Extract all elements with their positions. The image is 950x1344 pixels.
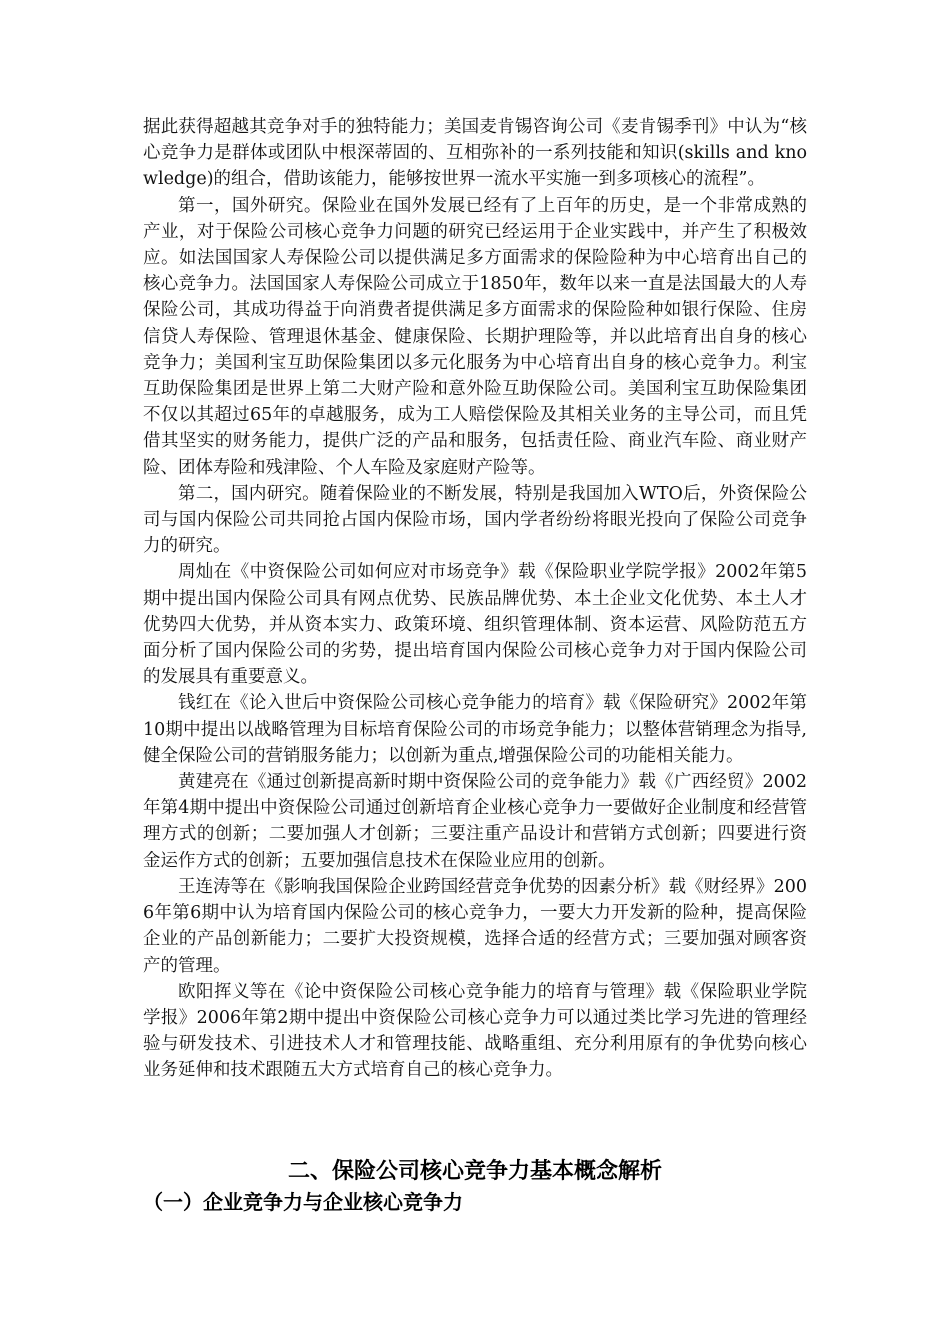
paragraph-zhou-can: 周灿在《中资保险公司如何应对市场竞争》载《保险职业学院学报》2002年第5期中提出国内保险公司具有网点优势、民族品牌优势、本土企业文化优势、本土人才优势四大优势，并从资本实力、政策环境、组织管理体制、资本运营、风险防范五方面分析了国内保险公司的劣势，提出培育国内保险公司核心竞争力对于国内保险公司的发展具有重要意义。 [143,562,807,688]
paragraph-domestic-research: 第二，国内研究。随着保险业的不断发展，特别是我国加入WTO后，外资保险公司与国内保险公司共同抢占国内保险市场，国内学者纷纷将眼光投向了保险公司竞争力的研究。 [143,483,807,557]
section-heading: 二、保险公司核心竞争力基本概念解析 [287,1159,662,1184]
paragraph-wang-liantao: 王连涛等在《影响我国保险企业跨国经营竞争优势的因素分析》载《财经界》2006年第6期中认为培育国内保险公司的核心竞争力，一要大力开发新的险种，提高保险企业的产品创新能力；二要扩大投资规模，选择合适的经营方式；三要加强对顾客资产的管理。 [143,876,807,976]
body-text [143,114,807,1084]
paragraph-qian-hong: 钱红在《论入世后中资保险公司核心竞争能力的培育》载《保险研究》2002年第10期中提出以战略管理为目标培育保险公司的市场竞争能力；以整体营销理念为指导,健全保险公司的营销服务能力；以创新为重点,增强保险公司的功能相关能力。 [143,693,807,766]
subsection-heading: （一）企业竞争力与企业核心竞争力 [143,1190,463,1214]
paragraph-foreign-research: 第一，国外研究。保险业在国外发展已经有了上百年的历史，是一个非常成熟的产业，对于保险公司核心竞争力问题的研究已经运用于企业实践中，并产生了积极效应。如法国国家人寿保险公司以提供满足多方面需求的保险险种为中心培育出自己的核心竞争力。法国国家人寿保险公司成立于1850年，数年以来一直是法国最大的人寿保险公司，其成功得益于向消费者提供满足多方面需求的保险险种如银行保险、住房信贷人寿保险、管理退休基金、健康保险、长期护理险等，并以此培育出自身的核心竞争力；美国利宝互助保险集团以多元化服务为中心培育出自身的核心竞争力。利宝互助保险集团是世界上第二大财产险和意外险互助保险公司。美国利宝互助保险集团不仅以其超过65年的卓越服务，成为工人赔偿保险及其相关业务的主导公司，而且凭借其坚实的财务能力，提供广泛的产品和服务，包括责任险、商业汽车险、商业财产险、团体寿险和残津险、个人车险及家庭财产险等。 [143,195,807,478]
paragraph-ouyang-huiyi: 欧阳挥义等在《论中资保险公司核心竞争能力的培育与管理》载《保险职业学院学报》2006年第2期中提出中资保险公司核心竞争力可以通过类比学习先进的管理经验与研发技术、引进技术人才和管理技能、战略重组、充分利用原有的争优势向核心业务延伸和技术跟随五大方式培育自己的核心竞争力。 [143,981,807,1081]
paragraph-continuation: 据此获得超越其竞争对手的独特能力；美国麦肯锡咨询公司《麦肯锡季刊》中认为“核心竞争力是群体或团队中根深蒂固的、互相弥补的一系列技能和知识(skills and knowledge)的组合，借助该能力，能够按世界一流水平实施一到多项核心的流程”。 [143,117,807,190]
paragraph-huang-jianliang: 黄建亮在《通过创新提高新时期中资保险公司的竞争能力》载《广西经贸》2002年第4期中提出中资保险公司通过创新培育企业核心竞争力一要做好企业制度和经营管理方式的创新；二要加强人才创新；三要注重产品设计和营销方式创新；四要进行资金运作方式的创新；五要加强信息技术在保险业应用的创新。 [143,772,807,871]
